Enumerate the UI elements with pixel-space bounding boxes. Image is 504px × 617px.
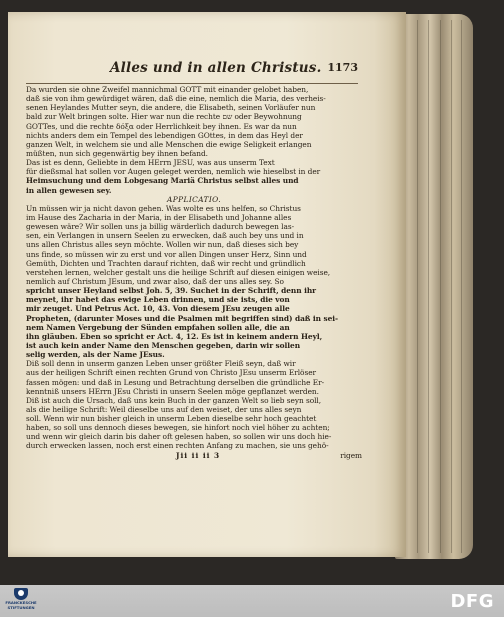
header-rule: [26, 83, 358, 84]
text-line: als die heilige Schrift: Weil dieselbe uns auf den weiset, der uns alles seyn: [26, 404, 302, 414]
viewer-footer-bar: [0, 585, 504, 617]
text-line: gewesen wäre? Wir sollen uns ja billig wärderlich dadurch bewegen las-: [26, 222, 295, 232]
text-line: müßten, nun sich gegenwärtig bey ihnen befand.: [26, 148, 208, 158]
signature-line: [26, 451, 362, 460]
page-body-text: [26, 85, 362, 460]
logo-text-line2: STIFTUNGEN: [7, 605, 35, 611]
text-line: haben, so soll uns dennoch dieses bewegen, sie hinfort noch viel höher zu achten;: [26, 423, 330, 433]
text-line: nichts anders dem ein Tempel des lebendigen GOttes, in dem das Heyl der: [26, 130, 303, 140]
text-line: im Hause des Zacharia in der Maria, in der Elisabeth und Johanne alles: [26, 212, 292, 222]
page-number: 1173: [327, 61, 358, 74]
institution-emblem-icon: [14, 588, 28, 600]
text-line: aus der heiligen Schrift einen rechten Grund von Christo JEsu unserm Erlöser: [26, 368, 317, 378]
text-line: ihn gläuben. Eben so spricht er Act. 4, 12. Es ist in keinem andern Heyl,: [26, 331, 323, 341]
text-line: und wenn wir gleich darin bis daher oft gelesen haben, so sollen wir uns doch hie-: [26, 432, 332, 442]
text-line: bald zur Welt bringen solte. Hier war nun die rechte שם oder Beywohnung: [26, 112, 302, 122]
text-line: nem Namen Vergebung der Sünden empfahen sollen alle, die an: [26, 322, 290, 332]
dfg-logo[interactable]: DFG: [450, 591, 494, 612]
text-line: Gemüth, Dichten und Trachten darauf richten, daß wir recht und gründlich: [26, 258, 306, 268]
text-line: nemlich auf Christum JEsum, und zwar also, daß der uns alles sey. So: [26, 276, 284, 286]
printer-signature: Jii ii ii 3: [176, 450, 221, 460]
running-head: Alles und in allen Christus.: [110, 60, 322, 76]
book-page: [8, 12, 406, 557]
text-line: ist auch kein ander Name den Menschen gegeben, darin wir sollen: [26, 340, 301, 350]
text-line: Das ist es denn, Geliebte in dem HErrn JESU, was aus unserm Text: [26, 158, 275, 168]
text-line: in allen gewesen sey.: [26, 185, 112, 195]
page-header: [26, 60, 358, 82]
text-line: Diß soll denn in unserm ganzen Leben unser größter Fleiß seyn, daß wir: [26, 359, 296, 369]
text-line: uns allen Christus alles seyn möchte. Wollen wir nun, daß dieses sich bey: [26, 240, 299, 250]
text-line: daß sie von ihm gewürdiget wären, daß die eine, nemlich die Maria, des verheis-: [26, 94, 326, 104]
text-line: Diß ist auch die Ursach, daß uns kein Buch in der ganzen Welt so lieb seyn soll,: [26, 395, 322, 405]
text-line: kenntniß unsers HErrn JEsu Christi in unsern Seelen möge gepflanzet werden.: [26, 386, 319, 396]
text-line: soll. Wenn wir nun bisher gleich in unserm Leben dieselbe sehr hoch geachtet: [26, 414, 317, 424]
text-line: senen Heylandes Mutter seyn, die andere, die Elisabeth, seinen Vorläufer nun: [26, 103, 316, 113]
catchword: rigem: [340, 450, 362, 460]
logo-text-line1: FRANCKESCHE: [5, 600, 37, 605]
text-line: Propheten, (darunter Moses und die Psalmen mit begriffen sind) daß in sei-: [26, 313, 339, 323]
text-line: sen, ein Verlangen in unsern Seelen zu erwecken, daß auch bey uns und in: [26, 231, 304, 241]
text-line: ganzen Welt, in welchem sie und alle Menschen die ewige Seligkeit erlangen: [26, 139, 312, 149]
text-line: spricht unser Heyland selbst Joh. 5, 39. Suchet in der Schrift, denn ihr: [26, 286, 316, 296]
franckesche-stiftungen-logo[interactable]: [4, 588, 38, 614]
text-line: GOTTes, und die rechte δόξα oder Herrlichkeit bey ihnen. Es war da nun: [26, 121, 297, 131]
text-line: Heimsuchung und dem Lobgesang Mariä Christus selbst alles und: [26, 176, 299, 186]
text-line: uns finde, so müssen wir zu erst und vor allen Dingen unser Herz, Sinn und: [26, 249, 307, 259]
text-line: durch erwecken lassen, noch erst einen rechten Anfang zu machen, sie uns gehö-: [26, 441, 329, 451]
text-line: mir zeuget. Und Petrus Act. 10, 43. Von diesem JEsu zeugen alle: [26, 304, 290, 314]
text-line: verstehen lernen, welcher gestalt uns die heilige Schrift auf diesen einigen weise,: [26, 267, 331, 277]
text-line: für dießsmal hat sollen vor Augen geleget werden, nemlich wie hieselbst in der: [26, 167, 321, 177]
text-line: fassen mögen: und daß in Lesung und Betrachtung derselben die gründliche Er-: [26, 377, 325, 387]
text-line: Da wurden sie ohne Zweifel mannichmal GOTT mit einander gelobet haben,: [26, 85, 309, 94]
book-page-edges: [395, 14, 473, 559]
text-line: Un müssen wir ja nicht davon gehen. Was wolte es uns helfen, so Christus: [26, 203, 301, 213]
text-line: selig werden, als der Name JEsus.: [26, 350, 165, 360]
text-line: APPLICATIO.: [167, 194, 221, 204]
text-line: meynet, ihr habet das ewige Leben drinnen, und sie ists, die von: [26, 295, 290, 305]
